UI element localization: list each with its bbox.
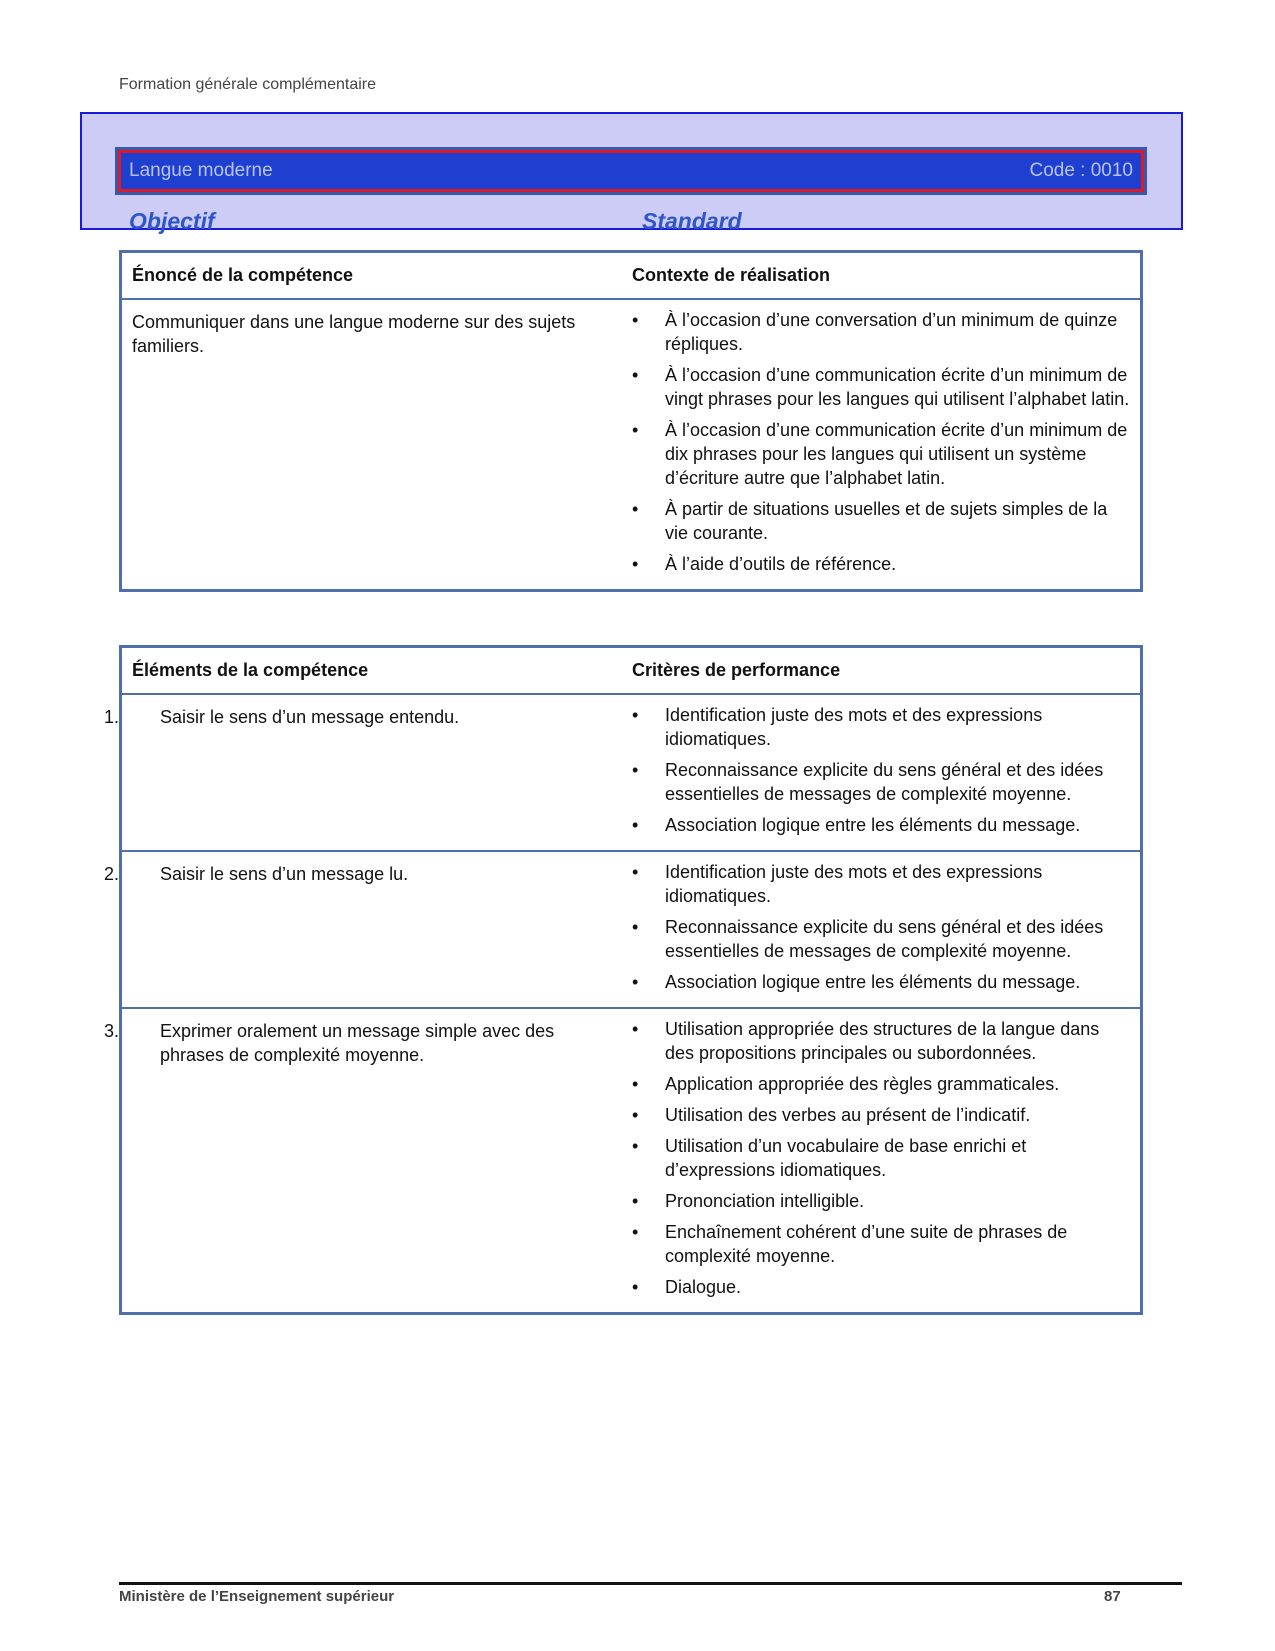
elements-header: Éléments de la compétence [132,660,369,680]
element-label: Saisir le sens d’un message entendu. [160,707,460,727]
running-header: Formation générale complémentaire [119,76,377,93]
footer-ministry: Ministère de l’Enseignement supérieur [119,1588,395,1605]
competence-statement: Communiquer dans une langue moderne sur des sujets familiers. [132,312,576,356]
objective-heading: Objectif [129,208,215,234]
competence-row [122,300,1140,589]
criterion-item: • Prononciation intelligible. [632,1189,1130,1213]
criterion-item: • Association logique entre les éléments du message. [632,813,1130,837]
context-item: • À l’occasion d’une communication écrite d’un minimum de dix phrases pour les langues qui utilisent un système d’écriture autre que l’alphabet latin. [632,418,1130,490]
criterion-item: • Identification juste des mots et des expressions idiomatiques. [632,860,1130,908]
criterion-item: • Dialogue. [632,1275,1130,1299]
competence-table [119,250,1143,592]
element-text [104,695,632,850]
criterion-item: • Association logique entre les éléments du message. [632,970,1130,994]
element-number: 3. [104,1021,120,1041]
criterion-item: • Identification juste des mots et des expressions idiomatiques. [632,703,1130,751]
criterion-item: • Utilisation appropriée des structures de la langue dans des propositions principales ou subordonnées. [632,1017,1130,1065]
context-header: Contexte de réalisation [632,265,831,285]
element-number: 1. [104,707,120,727]
context-item: • À partir de situations usuelles et de sujets simples de la vie courante. [632,497,1130,545]
element-row [104,1009,1140,1312]
context-item: • À l’aide d’outils de référence. [632,552,1130,576]
element-text [104,1009,632,1312]
context-item: • À l’occasion d’une communication écrite d’un minimum de vingt phrases pour les langues qui utilisent l’alphabet latin. [632,363,1130,411]
criterion-item: • Reconnaissance explicite du sens général et des idées essentielles de messages de complexité moyenne. [632,915,1130,963]
criteria-header: Critères de performance [632,660,841,680]
criterion-item: • Utilisation des verbes au présent de l’indicatif. [632,1103,1130,1127]
criteria-list [632,852,1140,1007]
criteria-list [632,695,1140,850]
footer-rule [119,1582,1182,1585]
criterion-item: • Reconnaissance explicite du sens général et des idées essentielles de messages de complexité moyenne. [632,758,1130,806]
criterion-item: • Application appropriée des règles grammaticales. [632,1072,1130,1096]
context-list [632,300,1140,589]
section-heads [129,206,749,236]
elements-table-header [122,648,1140,695]
competence-table-header [122,253,1140,300]
element-label: Saisir le sens d’un message lu. [160,864,409,884]
element-text [104,852,632,1007]
element-row [104,695,1140,852]
element-number: 2. [104,864,120,884]
criteria-list [632,1009,1140,1312]
element-row [104,852,1140,1009]
elements-table [104,645,1143,1315]
context-item: • À l’occasion d’une conversation d’un minimum de quinze répliques. [632,308,1130,356]
criterion-item: • Enchaînement cohérent d’une suite de phrases de complexité moyenne. [632,1220,1130,1268]
element-label: Exprimer oralement un message simple avec des phrases de complexité moyenne. [160,1021,555,1065]
statement-header: Énoncé de la compétence [132,265,354,285]
standard-heading: Standard [642,208,742,234]
course-code: Code : 0010 [1029,160,1133,181]
title-bar [118,150,1144,192]
page-number: 87 [1104,1588,1121,1605]
criterion-item: • Utilisation d’un vocabulaire de base enrichi et d’expressions idiomatiques. [632,1134,1130,1182]
subject-title: Langue moderne [129,160,273,181]
